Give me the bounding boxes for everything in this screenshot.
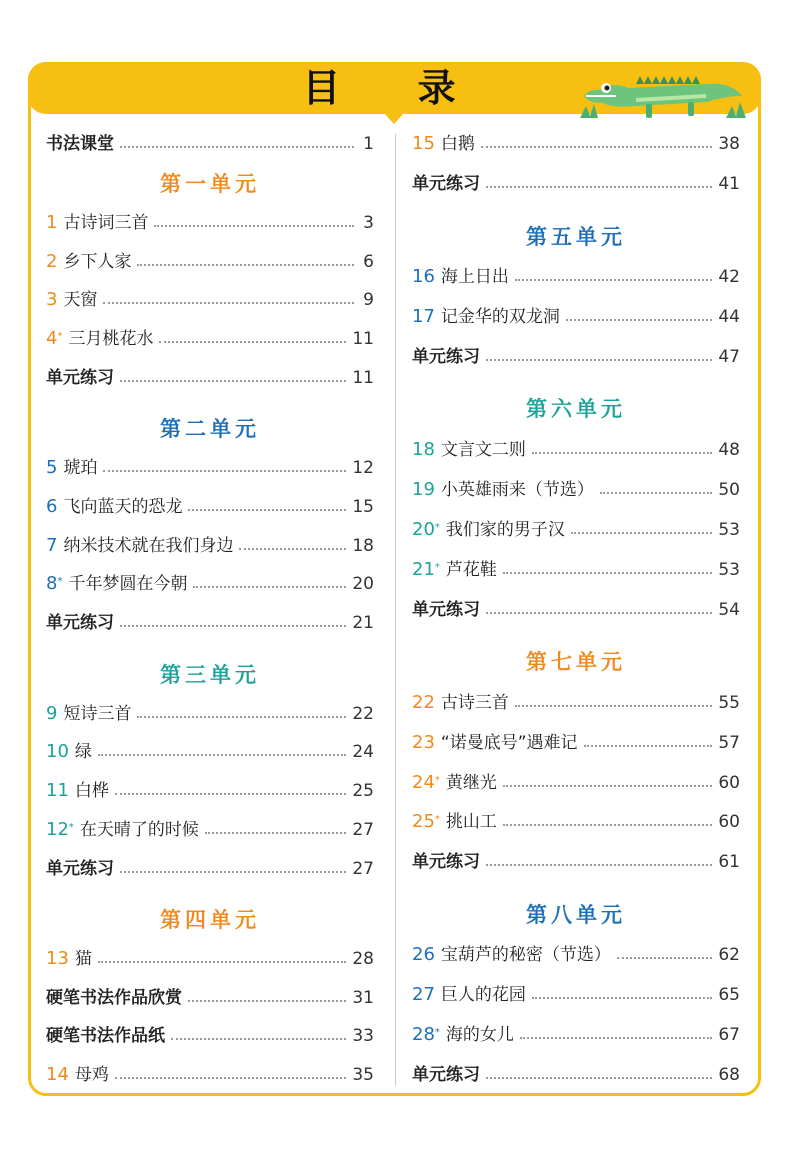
unit-heading-1: 第一单元 — [160, 172, 260, 196]
entry-page: 12 — [352, 458, 374, 478]
toc-entry-unit-exercise-4[interactable] — [412, 171, 740, 197]
leader-dots — [188, 1000, 346, 1002]
lesson-number: 2 — [46, 251, 58, 272]
entry-page: 1 — [363, 134, 374, 154]
entry-title: 单元练习 — [46, 368, 114, 388]
leader-dots — [120, 625, 346, 627]
toc-entry-lesson-25[interactable] — [412, 809, 740, 835]
leader-dots — [159, 341, 346, 343]
entry-title: 古诗词三首 — [63, 213, 149, 233]
toc-entry-lesson-19[interactable] — [412, 477, 740, 503]
lesson-number: 7 — [46, 535, 58, 556]
entry-page: 31 — [352, 988, 374, 1008]
entry-page: 38 — [718, 134, 740, 154]
entry-page: 55 — [718, 693, 740, 713]
lesson-number: 18 — [412, 439, 435, 460]
entry-title: 海的女儿 — [445, 1025, 514, 1045]
entry-page: 20 — [352, 574, 374, 594]
entry-page: 24 — [352, 742, 374, 762]
entry-page: 62 — [718, 945, 740, 965]
lesson-number: 20* — [412, 519, 440, 540]
entry-page: 44 — [718, 307, 740, 327]
entry-title: 挑山工 — [445, 812, 497, 832]
lesson-number: 22 — [412, 692, 435, 713]
toc-entry-lesson-17[interactable] — [412, 304, 740, 330]
leader-dots — [617, 957, 712, 959]
entry-title: 短诗三首 — [63, 704, 132, 724]
leader-dots — [486, 359, 712, 361]
entry-page: 54 — [718, 600, 740, 620]
leader-dots — [103, 470, 346, 472]
toc-entry-calligraphy[interactable] — [46, 131, 374, 157]
leader-dots — [503, 824, 712, 826]
leader-dots — [566, 319, 712, 321]
entry-title: 我们家的男子汉 — [445, 520, 565, 540]
entry-title: 海上日出 — [440, 267, 509, 287]
toc-entry-lesson-14[interactable] — [46, 1062, 374, 1088]
entry-page: 53 — [718, 520, 740, 540]
lesson-number: 19 — [412, 479, 435, 500]
entry-title: 白桦 — [74, 781, 109, 801]
leader-dots — [532, 997, 712, 999]
toc-entry-lesson-4[interactable] — [46, 326, 374, 352]
entry-title: 单元练习 — [412, 347, 480, 367]
leader-dots — [154, 225, 354, 227]
entry-page: 11 — [352, 329, 374, 349]
entry-title: 绿 — [74, 742, 92, 762]
entry-page: 3 — [363, 213, 374, 233]
optional-star: * — [57, 331, 63, 342]
optional-star: * — [434, 1027, 440, 1038]
lesson-number: 13 — [46, 948, 69, 969]
lesson-number: 9 — [46, 703, 58, 724]
entry-page: 50 — [718, 480, 740, 500]
entry-title: 古诗三首 — [440, 693, 509, 713]
toc-entry-lesson-6[interactable] — [46, 494, 374, 520]
toc-entry-unit-exercise-8[interactable] — [412, 1062, 740, 1088]
entry-page: 57 — [718, 733, 740, 753]
optional-star: * — [434, 775, 440, 786]
entry-title: 硬笔书法作品纸 — [46, 1026, 165, 1046]
toc-entry-unit-exercise-1[interactable] — [46, 365, 374, 391]
entry-page: 47 — [718, 347, 740, 367]
lesson-number: 8* — [46, 573, 63, 594]
lesson-number: 6 — [46, 496, 58, 517]
entry-title: 在天晴了的时候 — [79, 820, 199, 840]
entry-page: 53 — [718, 560, 740, 580]
toc-entry-lesson-10[interactable] — [46, 739, 374, 765]
toc-entry-lesson-26[interactable] — [412, 942, 740, 968]
lesson-number: 5 — [46, 457, 58, 478]
entry-title: 纳米技术就在我们身边 — [63, 536, 234, 556]
entry-page: 22 — [352, 704, 374, 724]
entry-title: 琥珀 — [63, 458, 98, 478]
toc-entry-lesson-7[interactable] — [46, 533, 374, 559]
lesson-number: 21* — [412, 559, 440, 580]
entry-title: 单元练习 — [46, 613, 114, 633]
leader-dots — [584, 745, 713, 747]
toc-entry-lesson-13[interactable] — [46, 946, 374, 972]
unit-heading-7: 第七单元 — [526, 650, 626, 674]
leader-dots — [515, 279, 712, 281]
lesson-number: 1 — [46, 212, 58, 233]
leader-dots — [103, 302, 354, 304]
toc-entry-lesson-18[interactable] — [412, 437, 740, 463]
entry-title: 天窗 — [63, 290, 98, 310]
toc-entry-lesson-16[interactable] — [412, 264, 740, 290]
entry-title: 小英雄雨来（节选） — [440, 480, 594, 500]
unit-heading-8: 第八单元 — [526, 903, 626, 927]
entry-title: 芦花鞋 — [445, 560, 497, 580]
entry-title: 单元练习 — [46, 859, 114, 879]
toc-entry-lesson-22[interactable] — [412, 690, 740, 716]
toc-entry-lesson-27[interactable] — [412, 982, 740, 1008]
toc-entry-lesson-20[interactable] — [412, 517, 740, 543]
entry-title: 硬笔书法作品欣赏 — [46, 988, 182, 1008]
entry-title: 白鹅 — [440, 134, 475, 154]
leader-dots — [571, 532, 712, 534]
entry-title: 单元练习 — [412, 600, 480, 620]
toc-entry-unit-exercise-7[interactable] — [412, 849, 740, 875]
entry-page: 65 — [718, 985, 740, 1005]
toc-entry-lesson-21[interactable] — [412, 557, 740, 583]
lesson-number: 11 — [46, 780, 69, 801]
leader-dots — [481, 146, 712, 148]
lesson-number: 27 — [412, 984, 435, 1005]
optional-star: * — [68, 822, 74, 833]
leader-dots — [120, 146, 354, 148]
entry-title: 宝葫芦的秘密（节选） — [440, 945, 611, 965]
lesson-number: 26 — [412, 944, 435, 965]
entry-page: 18 — [352, 536, 374, 556]
lesson-number: 25* — [412, 811, 440, 832]
toc-entry-lesson-2[interactable] — [46, 249, 374, 275]
entry-page: 28 — [352, 949, 374, 969]
entry-page: 60 — [718, 773, 740, 793]
entry-title: 黄继光 — [445, 773, 497, 793]
entry-page: 48 — [718, 440, 740, 460]
toc-entry-lesson-1[interactable] — [46, 210, 374, 236]
optional-star: * — [434, 522, 440, 533]
toc-entry-lesson-28[interactable] — [412, 1022, 740, 1048]
toc-entry-lesson-8[interactable] — [46, 571, 374, 597]
leader-dots — [486, 186, 712, 188]
entry-page: 60 — [718, 812, 740, 832]
entry-page: 68 — [718, 1065, 740, 1085]
leader-dots — [115, 793, 346, 795]
leader-dots — [486, 612, 712, 614]
entry-title: 单元练习 — [412, 852, 480, 872]
page-title: 目 录 — [302, 66, 488, 110]
entry-page: 33 — [352, 1026, 374, 1046]
leader-dots — [171, 1038, 346, 1040]
entry-title: 单元练习 — [412, 174, 480, 194]
unit-heading-5: 第五单元 — [526, 225, 626, 249]
entry-page: 9 — [363, 290, 374, 310]
leader-dots — [520, 1037, 712, 1039]
unit-heading-4: 第四单元 — [160, 908, 260, 932]
entry-page: 67 — [718, 1025, 740, 1045]
entry-title: 三月桃花水 — [68, 329, 154, 349]
entry-page: 15 — [352, 497, 374, 517]
leader-dots — [205, 832, 346, 834]
leader-dots — [120, 871, 346, 873]
toc-entry-lesson-3[interactable] — [46, 287, 374, 313]
entry-title: 书法课堂 — [46, 134, 114, 154]
toc-entry-unit-exercise-5[interactable] — [412, 344, 740, 370]
leader-dots — [137, 716, 346, 718]
lesson-number: 23 — [412, 732, 435, 753]
entry-title: “诺曼底号”遇难记 — [440, 733, 578, 753]
entry-title: 记金华的双龙洞 — [440, 307, 560, 327]
lesson-number: 24* — [412, 772, 440, 793]
entry-page: 41 — [718, 174, 740, 194]
entry-title: 猫 — [74, 949, 92, 969]
lesson-number: 14 — [46, 1064, 69, 1085]
unit-heading-3: 第三单元 — [160, 663, 260, 687]
optional-star: * — [434, 562, 440, 573]
lesson-number: 16 — [412, 266, 435, 287]
entry-page: 25 — [352, 781, 374, 801]
toc-entry-lesson-23[interactable] — [412, 730, 740, 756]
toc-entry-pen-calligraphy-paper[interactable] — [46, 1023, 374, 1049]
toc-entry-unit-exercise-3[interactable] — [46, 856, 374, 882]
leader-dots — [98, 961, 346, 963]
entry-page: 27 — [352, 859, 374, 879]
lesson-number: 3 — [46, 289, 58, 310]
entry-title: 巨人的花园 — [440, 985, 526, 1005]
entry-title: 文言文二则 — [440, 440, 526, 460]
toc-entry-lesson-9[interactable] — [46, 701, 374, 727]
entry-page: 35 — [352, 1065, 374, 1085]
unit-heading-2: 第二单元 — [160, 417, 260, 441]
leader-dots — [515, 705, 712, 707]
leader-dots — [193, 586, 346, 588]
toc-entry-lesson-12[interactable] — [46, 817, 374, 843]
entry-title: 母鸡 — [74, 1065, 109, 1085]
lesson-number: 12* — [46, 819, 74, 840]
toc-entry-lesson-5[interactable] — [46, 455, 374, 481]
leader-dots — [188, 509, 346, 511]
leader-dots — [503, 572, 712, 574]
entry-title: 单元练习 — [412, 1065, 480, 1085]
leader-dots — [137, 264, 354, 266]
toc-entry-lesson-15[interactable] — [412, 131, 740, 157]
leader-dots — [532, 452, 712, 454]
column-divider — [395, 134, 396, 1086]
entry-title: 千年梦圆在今朝 — [68, 574, 188, 594]
toc-entry-pen-calligraphy-appreciation[interactable] — [46, 985, 374, 1011]
leader-dots — [98, 754, 346, 756]
leader-dots — [503, 785, 712, 787]
entry-page: 21 — [352, 613, 374, 633]
unit-heading-6: 第六单元 — [526, 397, 626, 421]
lesson-number: 28* — [412, 1024, 440, 1045]
entry-page: 11 — [352, 368, 374, 388]
leader-dots — [239, 548, 346, 550]
lesson-number: 10 — [46, 741, 69, 762]
lesson-number: 17 — [412, 306, 435, 327]
optional-star: * — [434, 814, 440, 825]
lesson-number: 4* — [46, 328, 63, 349]
entry-page: 27 — [352, 820, 374, 840]
entry-page: 6 — [363, 252, 374, 272]
optional-star: * — [57, 576, 63, 587]
leader-dots — [115, 1077, 346, 1079]
leader-dots — [486, 864, 712, 866]
entry-page: 61 — [718, 852, 740, 872]
lesson-number: 15 — [412, 133, 435, 154]
leader-dots — [120, 380, 346, 382]
toc-entry-unit-exercise-2[interactable] — [46, 610, 374, 636]
toc-entry-lesson-24[interactable] — [412, 770, 740, 796]
entry-title: 飞向蓝天的恐龙 — [63, 497, 183, 517]
toc-entry-lesson-11[interactable] — [46, 778, 374, 804]
entry-page: 42 — [718, 267, 740, 287]
leader-dots — [600, 492, 712, 494]
entry-title: 乡下人家 — [63, 252, 132, 272]
toc-entry-unit-exercise-6[interactable] — [412, 597, 740, 623]
crocodile-icon — [576, 66, 754, 122]
leader-dots — [486, 1077, 712, 1079]
